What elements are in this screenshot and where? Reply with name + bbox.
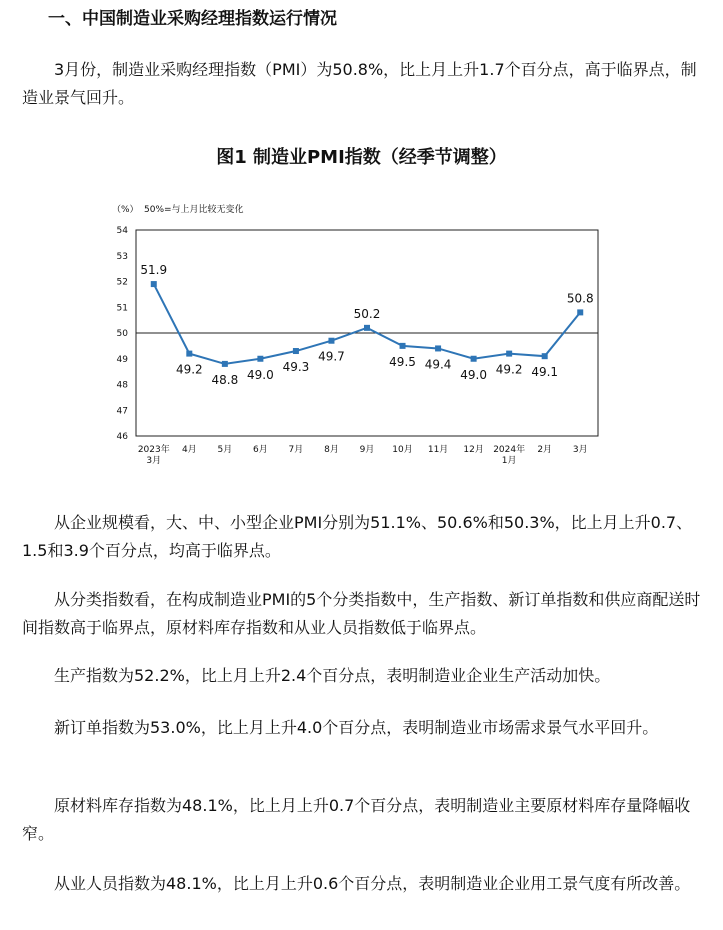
pmi-line-chart — [100, 195, 620, 485]
paragraph-raw-material-inventory: 原材料库存指数为48.1%，比上月上升0.7个百分点，表明制造业主要原材料库存量降幅收窄。 — [22, 796, 691, 843]
y-tick-label: 51 — [116, 303, 128, 314]
y-tick-label: 52 — [116, 277, 128, 288]
x-tick-label — [392, 444, 412, 455]
x-tick-line: 9月 — [359, 445, 375, 455]
chart-annotation: 50%=与上月比较无变化 — [144, 205, 244, 215]
data-point — [506, 351, 512, 357]
y-unit-label: （%） — [112, 205, 139, 215]
x-tick-line: 1月 — [501, 456, 517, 466]
data-label: 49.4 — [424, 357, 452, 372]
x-tick-label — [493, 443, 525, 466]
data-point — [542, 353, 548, 359]
x-tick-label — [360, 444, 375, 455]
y-tick-label: 54 — [116, 226, 128, 236]
x-tick-line: 12月 — [463, 445, 484, 455]
data-label: 49.5 — [389, 354, 416, 369]
x-tick-line: 6月 — [253, 445, 268, 455]
paragraph-enterprise-scale: 从企业规模看，大、中、小型企业PMI分别为51.1%、50.6%和50.3%，比上月上升0.7、1.5和3.9个百分点，均高于临界点。 — [22, 513, 693, 560]
pmi-series-line — [154, 284, 580, 364]
data-point — [435, 345, 441, 351]
data-point — [364, 325, 370, 331]
y-tick-label: 48 — [116, 380, 128, 391]
x-tick-line: 2023年 — [137, 445, 170, 455]
data-point — [151, 281, 157, 287]
y-tick-label: 47 — [116, 406, 128, 417]
x-tick-line: 10月 — [392, 445, 413, 455]
data-label: 49.1 — [531, 365, 559, 380]
x-tick-label — [324, 444, 339, 455]
data-label: 49.3 — [282, 360, 310, 375]
data-point — [222, 361, 228, 367]
x-tick-line: 11月 — [427, 445, 449, 455]
paragraph-production-index: 生产指数为52.2%，比上月上升2.4个百分点，表明制造业企业生产活动加快。 — [54, 666, 611, 685]
data-point — [293, 348, 299, 354]
y-tick-label: 53 — [116, 251, 128, 262]
data-point — [257, 356, 263, 362]
x-tick-line: 3月 — [146, 456, 162, 466]
data-label: 51.9 — [140, 263, 168, 278]
data-label: 48.8 — [211, 372, 239, 387]
x-tick-label — [253, 444, 268, 455]
x-tick-label — [537, 444, 552, 455]
paragraph-employment-index: 从业人员指数为48.1%，比上月上升0.6个百分点，表明制造业企业用工景气度有所改善。 — [54, 874, 691, 893]
x-tick-line: 2024年 — [493, 445, 526, 455]
x-tick-label — [289, 444, 304, 455]
figure-title: 图1 制造业PMI指数（经季节调整） — [216, 147, 507, 168]
data-label: 49.0 — [460, 367, 487, 382]
data-label: 49.7 — [318, 349, 345, 364]
data-label: 50.8 — [566, 291, 594, 306]
x-tick-line: 4月 — [181, 445, 197, 455]
data-point — [328, 338, 334, 344]
x-tick-label — [428, 444, 448, 455]
intro-paragraph: 3月份，制造业采购经理指数（PMI）为50.8%，比上月上升1.7个百分点，高于临界点，制造业景气回升。 — [22, 60, 697, 107]
y-tick-label: 46 — [116, 432, 128, 442]
x-axis-ticks — [138, 443, 588, 466]
x-tick-line: 3月 — [572, 445, 588, 455]
section-heading: 一、中国制造业采购经理指数运行情况 — [48, 9, 337, 29]
data-point — [400, 343, 406, 349]
paragraph-sub-indices: 从分类指数看，在构成制造业PMI的5个分类指数中，生产指数、新订单指数和供应商配送时间指数高于临界点，原材料库存指数和从业人员指数低于临界点。 — [22, 590, 701, 637]
x-tick-label — [463, 444, 483, 455]
x-tick-label — [573, 444, 588, 455]
x-tick-line: 2月 — [537, 445, 553, 455]
data-point — [186, 351, 192, 357]
x-tick-line: 5月 — [217, 445, 233, 455]
data-label: 50.2 — [353, 306, 381, 321]
y-tick-label: 49 — [116, 354, 128, 365]
data-point — [471, 356, 477, 362]
x-tick-label — [182, 444, 197, 455]
y-axis-ticks — [117, 226, 129, 442]
x-tick-line: 8月 — [324, 445, 339, 455]
x-tick-line: 7月 — [288, 445, 304, 455]
paragraph-new-orders-index: 新订单指数为53.0%，比上月上升4.0个百分点，表明制造业市场需求景气水平回升。 — [54, 718, 659, 737]
data-point — [577, 309, 583, 315]
data-label: 49.2 — [495, 362, 523, 377]
data-label: 49.0 — [247, 367, 274, 382]
y-tick-label: 50 — [116, 329, 128, 339]
data-label: 49.2 — [175, 362, 203, 377]
x-tick-label — [138, 443, 170, 466]
x-tick-label — [217, 444, 232, 455]
